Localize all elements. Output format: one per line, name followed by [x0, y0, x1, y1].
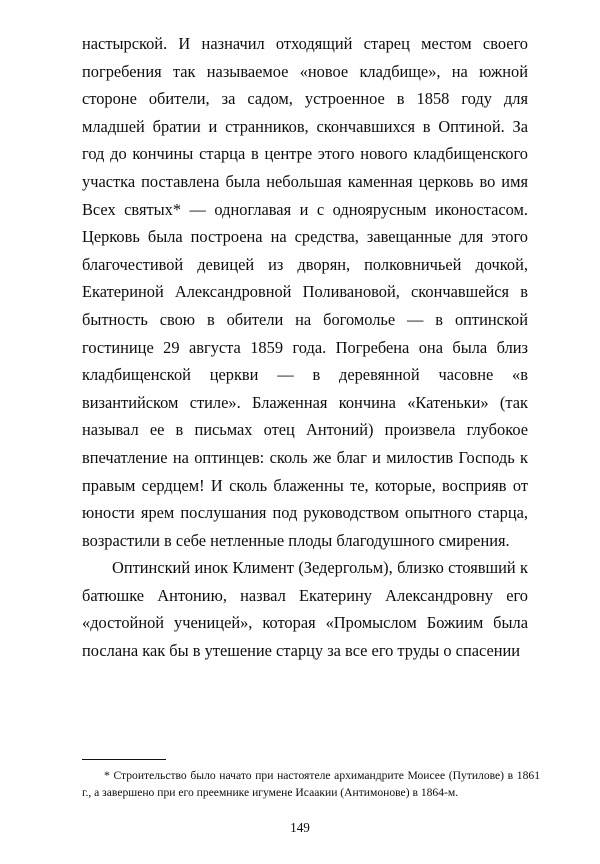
- footnote-section: [82, 759, 540, 802]
- paragraph-2: Оптинский инок Климент (Зедергольм), близко стоявший к батюшке Антонию, назвал Екатерину Александровну его «достойной ученицей», которая «Промыслом Божиим была послана как бы в утешение старцу за все его труды о спасении: [82, 558, 528, 661]
- page-body: [82, 30, 528, 665]
- paragraph-1: настырской. И назначил отходящий старец местом своего погребения так называемое «новое кладбище», на южной стороне обители, за садом, устроенное в 1858 году для младшей братии и странников, скончавшихся в Оптиной. За год до кончины старца в центре этого нового кладбищенского участка поставлена была небольшая каменная церковь во имя Всех святых* — одноглавая и с одноярусным иконостасом. Церковь была построена на средства, завещанные для этого благочестивой девицей из дворян, полковничьей дочкой, Екатериной Александровной Поливановой, скончавшейся в бытность свою в обители на богомолье — в оптинской гостинице 29 августа 1859 года. Погребена она была близ кладбищенской церкви — в деревянной часовне «в византийском стиле». Блаженная кончина «Катеньки» (так называл ее в письмах отец Антоний) произвела глубокое впечатление на оптинцев: сколь же благ и милостив Господь к правым сердцем! И сколь блаженны те, которые, восприяв от юности ярем послушания под руководством опытного старца, возрастили в себе нетленные плоды благодушного смирения.: [82, 34, 528, 550]
- footnote-separator-rule: [82, 759, 166, 760]
- footnote-body: Строительство было начато при настоятеле архимандрите Моисее (Путилове) в 1861 г., а завершено при его преемнике игумене Исаакии (Антимонове) в 1864-м.: [82, 768, 540, 800]
- footnote-text: [82, 767, 540, 802]
- page-number: 149: [290, 820, 310, 835]
- footnote-marker: *: [104, 768, 110, 782]
